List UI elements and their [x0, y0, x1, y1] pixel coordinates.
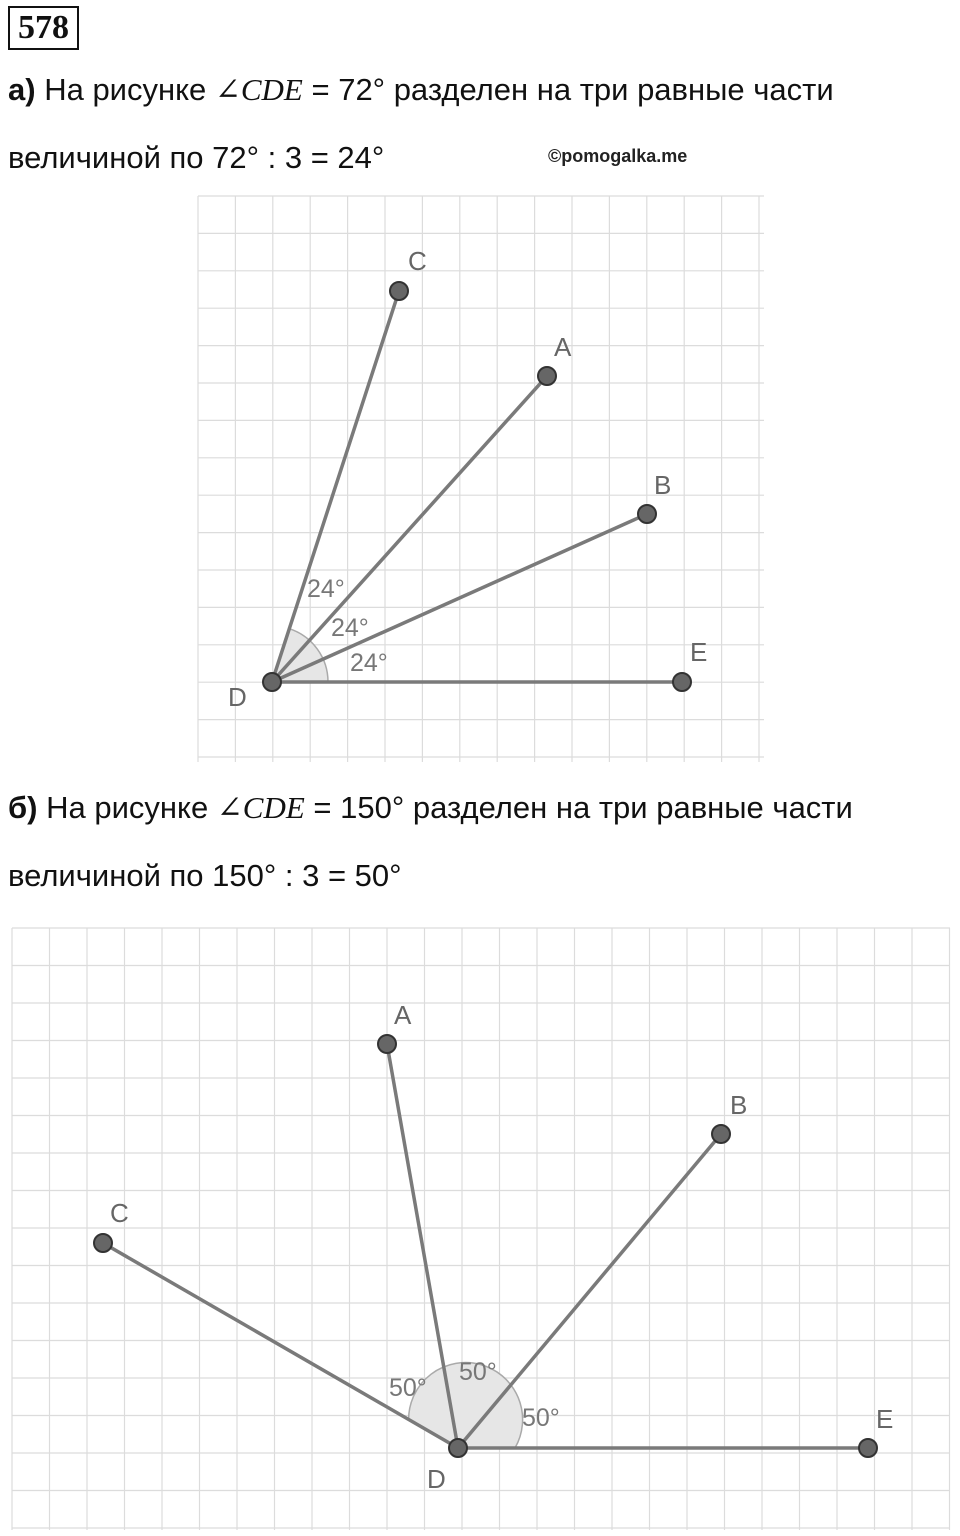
point-d — [263, 673, 281, 691]
label-b: B — [654, 470, 672, 500]
point-e — [673, 673, 691, 691]
point-e — [859, 1439, 877, 1457]
label-e: E — [876, 1404, 894, 1434]
ray-da — [272, 376, 547, 682]
part-a-label: а) — [8, 72, 36, 107]
part-b-angle-name: ∠CDE — [216, 790, 305, 825]
point-b — [712, 1125, 730, 1143]
ray-db — [458, 1134, 721, 1448]
angle-label-2: 50° — [459, 1358, 497, 1386]
part-b-line1 — [8, 790, 853, 826]
point-c — [390, 282, 408, 300]
label-c: C — [110, 1198, 129, 1228]
part-b-line2: величиной по 150° : 3 = 50° — [8, 858, 402, 893]
label-d: D — [228, 682, 247, 712]
part-b-label: б) — [8, 790, 38, 825]
figure-b — [0, 920, 960, 1536]
part-b-suffix: = 150° разделен на три равные части — [304, 790, 853, 825]
point-d — [449, 1439, 467, 1457]
part-a-angle-name: ∠CDE — [214, 72, 303, 107]
angle-label-3: 50° — [522, 1404, 560, 1432]
part-a-line2: величиной по 72° : 3 = 24° — [8, 140, 385, 175]
label-e: E — [690, 637, 708, 667]
label-a: A — [554, 332, 572, 362]
angle-label-3: 24° — [350, 649, 388, 677]
angle-label-1: 24° — [307, 575, 345, 603]
point-b — [638, 505, 656, 523]
angle-label-2: 24° — [331, 614, 369, 642]
ray-dc — [103, 1243, 458, 1448]
point-a — [378, 1035, 396, 1053]
part-b-prefix: На рисунке — [46, 790, 217, 825]
label-c: C — [408, 246, 427, 276]
watermark: ©pomogalka.me — [548, 146, 688, 166]
problem-number: 578 — [8, 6, 79, 50]
label-a: A — [394, 1000, 412, 1030]
part-a-suffix: = 72° разделен на три равные части — [302, 72, 834, 107]
part-a-prefix: На рисунке — [44, 72, 215, 107]
label-b: B — [730, 1090, 748, 1120]
label-d: D — [427, 1464, 446, 1494]
angle-label-1: 50° — [389, 1374, 427, 1402]
point-c — [94, 1234, 112, 1252]
point-a — [538, 367, 556, 385]
